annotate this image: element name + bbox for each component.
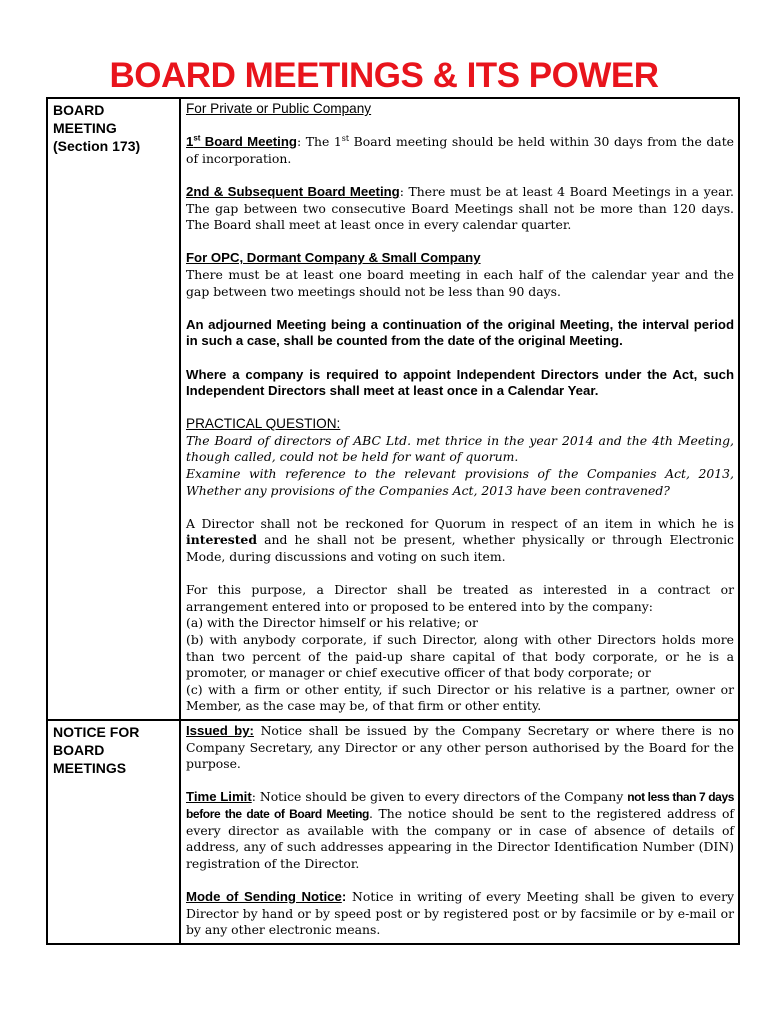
paragraph: 1st Board Meeting: The 1st Board meeting should be held within 30 days from the date of incorporation. xyxy=(186,133,735,166)
paragraph: For OPC, Dormant Company & Small Company There must be at least one board meeting in each half of the calendar year and the gap between two meetings should not be less than 90 days. xyxy=(186,250,734,299)
practical-question: PRACTICAL QUESTION: The Board of directors of ABC Ltd. met thrice in the year 2014 and the 4th Meeting, though called, could not be held for want of quorum. Examine with reference to the relevant provisions of the Companies Act, 2013, Whether any provisions of the Companies Act, 2013 have been contravened? xyxy=(186,416,734,498)
row-label xyxy=(53,101,153,155)
row-label-cell xyxy=(47,98,180,720)
label-line: MEETING xyxy=(53,120,117,136)
label-line: BOARD xyxy=(53,102,105,118)
paragraph: Where a company is required to appoint Independent Directors under the Act, such Independent Directors shall meet at least once in a Calendar Year. xyxy=(186,366,734,399)
paragraph: Issued by: Notice shall be issued by the Company Secretary or where there is no Company Secretary, any Director or any other person authorised by the Board for the purpose. xyxy=(186,722,734,772)
paragraph: Time Limit: Notice should be given to every directors of the Company not less than 7 days before the date of Board Meeting. The notice should be sent to the registered address of every director as available with the company or in case of absence of details of address, any of such addresses appearing in the Director Identification Number (DIN) registration of the Director. xyxy=(186,789,734,871)
label-line: MEETINGS xyxy=(53,759,127,776)
paragraph-heading: Time Limit xyxy=(186,789,252,805)
paragraph: For this purpose, a Director shall be treated as interested in a contract or arrangement entered into or proposed to be entered into by the company: (a) with the Director himself or his relative; or (b) with anybody corporate, if such Director, along with other Directors holds more than two percent of the paid-up share capital of that body corporate, or he is a promoter, or manager or chief executive officer of that body corporate; or (c) with a firm or other entity, if such Director or his relative is a partner, owner or Member, as the case may be, of that firm or other entity. xyxy=(186,582,734,714)
paragraph-heading: 2nd & Subsequent Board Meeting xyxy=(186,183,400,199)
label-line: BOARD xyxy=(53,741,105,758)
table-row xyxy=(47,98,739,720)
label-line: NOTICE FOR xyxy=(53,723,140,740)
label-line: (Section 173) xyxy=(53,138,141,154)
table-row xyxy=(47,720,739,944)
page-title: BOARD MEETINGS & ITS POWER xyxy=(109,56,659,95)
paragraph-heading: 1st Board Meeting xyxy=(186,133,297,150)
paragraph: 2nd & Subsequent Board Meeting: There must be at least 4 Board Meetings in a year. The gap between two consecutive Board Meetings shall not be more than 120 days. The Board shall meet at least once in every calendar quarter. xyxy=(186,183,735,233)
paragraph: Mode of Sending Notice: Notice in writing of every Meeting shall be given to every Director by hand or by speed post or by registered post or by facsimile or by e-mail or by any other electronic means. xyxy=(186,888,734,938)
section-heading: For Private or Public Company xyxy=(186,101,372,116)
row-label xyxy=(53,723,153,777)
paragraph-heading: For OPC, Dormant Company & Small Company xyxy=(186,250,481,266)
row-content-cell xyxy=(180,98,739,720)
paragraph-heading: Mode of Sending Notice xyxy=(186,888,342,904)
paragraph: A Director shall not be reckoned for Quorum in respect of an item in which he is interested and he shall not be present, whether physically or through Electronic Mode, during discussions and voting on such item. xyxy=(186,515,734,565)
row-content-cell xyxy=(180,720,739,944)
paragraph-heading: PRACTICAL QUESTION: xyxy=(186,416,341,432)
paragraph-heading: Issued by: xyxy=(186,722,254,738)
content-table xyxy=(46,97,740,945)
paragraph: An adjourned Meeting being a continuation of the original Meeting, the interval period in such a case, shall be counted from the date of the original Meeting. xyxy=(186,316,734,349)
row-label-cell xyxy=(47,720,180,944)
